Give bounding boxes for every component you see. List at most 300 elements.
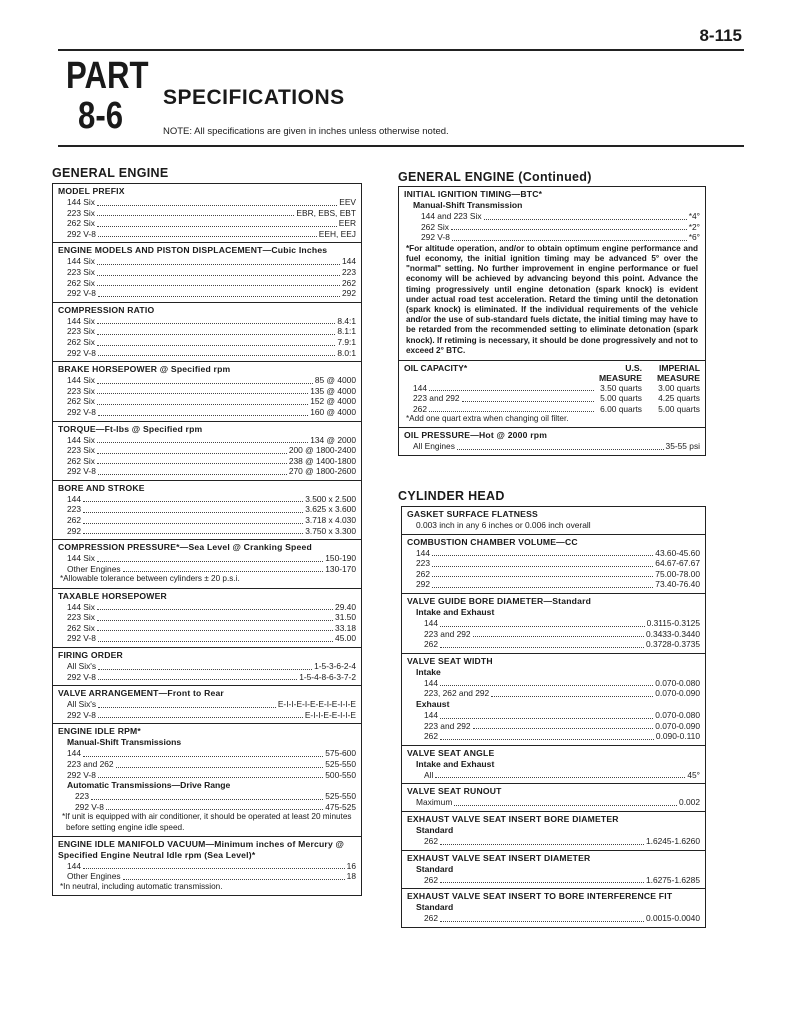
header-rule xyxy=(58,145,744,147)
section-heading: BORE AND STROKE xyxy=(58,482,145,493)
leader-dots xyxy=(440,626,645,627)
subheading: Manual-Shift Transmissions xyxy=(67,737,182,748)
leader-dots xyxy=(429,404,594,412)
spec-value: *6° xyxy=(688,232,700,243)
leader-dots xyxy=(98,717,303,718)
leader-dots xyxy=(97,205,337,206)
spec-row xyxy=(67,871,356,882)
leader-dots xyxy=(457,449,664,450)
leader-dots xyxy=(462,393,594,401)
gasket-flatness-section xyxy=(402,507,705,535)
spec-row xyxy=(67,396,356,407)
spec-row xyxy=(424,721,700,732)
spec-label: 262 Six xyxy=(67,277,95,288)
spec-section xyxy=(53,481,361,540)
leader-dots xyxy=(83,756,323,757)
spec-value: 575-600 xyxy=(325,748,356,759)
spec-label: 262 Six xyxy=(67,396,95,407)
spec-label: 292 V-8 xyxy=(67,406,96,417)
leader-dots xyxy=(98,669,312,670)
spec-section xyxy=(53,362,361,421)
subheading: Intake and Exhaust xyxy=(416,758,495,769)
spec-label: 223 Six xyxy=(67,266,95,277)
spec-row xyxy=(413,441,700,452)
leader-dots xyxy=(97,383,313,384)
exhaust-insert-diameter-section xyxy=(402,851,705,890)
spec-label: Maximum xyxy=(416,797,453,808)
spec-row xyxy=(424,639,700,650)
leader-dots xyxy=(97,285,340,286)
spec-value: 7.9:1 xyxy=(337,336,356,347)
spec-section xyxy=(53,243,361,302)
spec-value: 1-5-4-8-6-3-7-2 xyxy=(299,671,356,682)
spec-label: 144 xyxy=(416,547,430,558)
spec-row xyxy=(67,456,356,467)
spec-value: 0.070-0.090 xyxy=(655,720,700,731)
valve-seat-angle-section xyxy=(402,746,705,785)
spec-label: 292 V-8 xyxy=(421,232,450,243)
spec-label: 262 xyxy=(424,874,438,885)
section-heading: INITIAL IGNITION TIMING—BTC* xyxy=(404,189,543,199)
section-heading: ENGINE IDLE RPM* xyxy=(58,726,141,737)
section-heading: COMBUSTION CHAMBER VOLUME—CC xyxy=(407,536,578,547)
spec-label: 144 xyxy=(424,677,438,688)
spec-value: 525-550 xyxy=(325,791,356,802)
spec-row xyxy=(67,494,356,505)
section-heading: VALVE ARRANGEMENT—Front to Rear xyxy=(58,688,224,699)
subheading: Standard xyxy=(416,902,454,913)
spec-value: 0.090-0.110 xyxy=(655,731,700,742)
leader-dots xyxy=(97,345,335,346)
spec-row xyxy=(67,504,356,515)
section-heading: OIL CAPACITY* xyxy=(404,363,468,374)
us-measure-value: 3.50 quarts xyxy=(600,383,642,394)
spec-label: 223 and 292 xyxy=(424,720,471,731)
spec-value: 29.40 xyxy=(335,601,356,612)
spec-label: 144 xyxy=(67,493,81,504)
spec-value: 1-5-3-6-2-4 xyxy=(314,661,356,672)
us-measure-value: 6.00 quarts xyxy=(600,403,642,414)
spec-row xyxy=(424,629,700,640)
section-note: *In neutral, including automatic transmission. xyxy=(60,881,223,891)
leader-dots xyxy=(83,501,303,502)
spec-value: EEH, EEJ xyxy=(318,228,356,239)
spec-value: 262 xyxy=(342,277,356,288)
valve-seat-width-section xyxy=(402,654,705,746)
spec-value: 270 @ 1800-2600 xyxy=(288,466,356,477)
spec-value: 45° xyxy=(687,769,700,780)
spec-value: 3.625 x 3.600 xyxy=(305,504,356,515)
subheading: Standard xyxy=(416,824,454,835)
spec-label: All Engines xyxy=(413,441,455,452)
leader-dots xyxy=(97,404,308,405)
leader-dots xyxy=(106,809,323,810)
spec-value: 3.500 x 2.500 xyxy=(305,493,356,504)
section-heading: MODEL PREFIX xyxy=(58,186,125,196)
leader-dots xyxy=(435,777,685,778)
leader-dots xyxy=(452,240,687,241)
spec-label: All xyxy=(424,769,434,780)
spec-row xyxy=(67,435,356,446)
leader-dots xyxy=(97,323,335,324)
spec-label: 223 xyxy=(75,791,89,802)
leader-dots xyxy=(97,453,287,454)
page-number: 8-115 xyxy=(699,26,742,45)
oil-capacity-row xyxy=(413,393,700,403)
leader-dots xyxy=(440,921,644,922)
spec-section xyxy=(53,422,361,481)
leader-dots xyxy=(473,636,644,637)
spec-label: All Six's xyxy=(67,661,97,672)
leader-dots xyxy=(97,215,294,216)
spec-row xyxy=(67,661,356,672)
leader-dots xyxy=(116,767,324,768)
spec-value: EER xyxy=(338,218,356,229)
section-heading: TAXABLE HORSEPOWER xyxy=(58,590,167,601)
spec-value: 35-55 psi xyxy=(665,441,700,452)
spec-value: 64.67-67.67 xyxy=(655,558,700,569)
spec-row xyxy=(67,316,356,327)
spec-row xyxy=(67,375,356,386)
idle-rpm-section xyxy=(53,724,361,836)
section-heading: EXHAUST VALVE SEAT INSERT BORE DIAMETER xyxy=(407,813,619,824)
spec-value: 0.3433-0.3440 xyxy=(645,628,700,639)
spec-label: 292 V-8 xyxy=(67,228,96,239)
spec-value: 135 @ 4000 xyxy=(310,385,356,396)
leader-dots xyxy=(97,226,337,227)
spec-row xyxy=(67,553,356,564)
leader-dots xyxy=(440,882,644,883)
section-note: *Allowable tolerance between cylinders ± 20 p.s.i. xyxy=(60,574,240,584)
leader-dots xyxy=(473,728,654,729)
section-heading: VALVE GUIDE BORE DIAMETER—Standard xyxy=(407,595,592,606)
general-engine-table xyxy=(52,183,362,896)
leader-dots xyxy=(97,393,308,394)
spec-label: 292 V-8 xyxy=(67,671,96,682)
section-heading: FIRING ORDER xyxy=(58,650,123,661)
spec-value: 0.070-0.080 xyxy=(655,709,700,720)
spec-section xyxy=(53,648,361,686)
spec-label: Other Engines xyxy=(67,563,121,574)
leader-dots xyxy=(432,566,653,567)
spec-row xyxy=(424,688,700,699)
section-heading: ENGINE IDLE MANIFOLD VACUUM—Minimum inches of Mercury @ Specified Engine Neutral Idle rpm (Sea Level)* xyxy=(58,838,345,860)
spec-row xyxy=(67,208,356,219)
spec-row xyxy=(416,797,700,808)
leader-dots xyxy=(440,844,644,845)
spec-value: 292 xyxy=(342,288,356,299)
spec-section xyxy=(53,589,361,648)
leader-dots xyxy=(97,630,333,631)
spec-value: EEV xyxy=(339,197,356,207)
spec-value: 45.00 xyxy=(335,633,356,644)
spec-section xyxy=(53,686,361,724)
spec-label: 144 Six xyxy=(67,256,95,267)
exhaust-bore-diameter-section xyxy=(402,812,705,851)
spec-row xyxy=(67,861,356,872)
spec-label: 292 V-8 xyxy=(75,801,104,812)
spec-value: *4° xyxy=(688,211,700,221)
spec-row xyxy=(424,913,700,924)
imperial-measure-value: 5.00 quarts xyxy=(658,403,700,414)
leader-dots xyxy=(83,523,303,524)
top-rule xyxy=(58,49,744,51)
subheading: Automatic Transmissions—Drive Range xyxy=(67,780,231,791)
spec-value: 16 xyxy=(346,860,356,871)
spec-row xyxy=(416,569,700,580)
spec-row xyxy=(67,218,356,229)
spec-label: 223 Six xyxy=(67,207,95,218)
leader-dots xyxy=(97,620,333,621)
spec-label: 292 V-8 xyxy=(67,769,96,780)
subheading: Standard xyxy=(416,863,454,874)
oil-capacity-row xyxy=(413,404,700,414)
spec-row xyxy=(424,836,700,847)
spec-label: 262 xyxy=(424,835,438,846)
leader-dots xyxy=(432,555,653,556)
leader-dots xyxy=(98,474,287,475)
spec-label: 292 xyxy=(416,579,430,590)
spec-row xyxy=(67,623,356,634)
spec-label: 144 Six xyxy=(67,601,95,612)
spec-value: 152 @ 4000 xyxy=(310,396,356,407)
gasket-spec: 0.003 inch in any 6 inches or 0.006 inch overall xyxy=(416,520,591,530)
spec-row xyxy=(67,288,356,299)
spec-label: 144 Six xyxy=(67,315,95,326)
spec-row xyxy=(421,222,700,233)
spec-value: 150-190 xyxy=(325,553,356,564)
spec-label: 223 xyxy=(416,558,430,569)
leader-dots xyxy=(97,275,340,276)
leader-dots xyxy=(440,685,653,686)
section-heading: COMPRESSION PRESSURE*—Sea Level @ Cranking Speed xyxy=(58,542,312,553)
section-heading: EXHAUST VALVE SEAT INSERT TO BORE INTERFERENCE FIT xyxy=(407,891,673,902)
us-measure-header-2: MEASURE xyxy=(599,373,642,384)
valve-guide-section xyxy=(402,594,705,654)
spec-row xyxy=(67,445,356,456)
general-engine-continued-table xyxy=(398,186,706,456)
spec-value: 8.1:1 xyxy=(337,326,356,337)
spec-label: 223 and 292 xyxy=(424,628,471,639)
section-heading: COMPRESSION RATIO xyxy=(58,304,155,315)
spec-label: 262 xyxy=(424,731,438,742)
leader-dots xyxy=(83,533,303,534)
imperial-measure-header-2: MEASURE xyxy=(657,373,700,384)
spec-label: 223 Six xyxy=(67,326,95,337)
spec-row xyxy=(424,770,700,781)
leader-dots xyxy=(98,641,333,642)
spec-label: 144 and 223 Six xyxy=(421,211,482,221)
spec-value: E-I-I-E-I-E-E-I-E-I-I-E xyxy=(277,699,356,710)
oil-pressure-section xyxy=(399,428,705,455)
spec-section xyxy=(53,303,361,362)
spec-value: EBR, EBS, EBT xyxy=(296,207,356,218)
spec-label: 144 xyxy=(413,383,427,394)
leader-dots xyxy=(98,236,317,237)
spec-section xyxy=(53,540,361,588)
section-note: *If unit is equipped with air conditioner, it should be operated at least 20 minutes before setting engine idle speed. xyxy=(62,812,352,832)
subheading: Intake xyxy=(416,666,441,677)
subheading: Exhaust xyxy=(416,698,450,709)
spec-row xyxy=(67,326,356,337)
leader-dots xyxy=(98,355,335,356)
leader-dots xyxy=(454,805,677,806)
leader-dots xyxy=(83,512,303,513)
spec-row xyxy=(67,386,356,397)
spec-row xyxy=(67,337,356,348)
leader-dots xyxy=(432,576,653,577)
spec-value: 0.070-0.090 xyxy=(655,688,700,699)
spec-row xyxy=(67,229,356,240)
leader-dots xyxy=(97,561,323,562)
spec-label: 292 V-8 xyxy=(67,709,96,720)
spec-row xyxy=(67,748,356,759)
spec-label: All Six's xyxy=(67,699,97,710)
part-number: 8-6 xyxy=(78,95,124,137)
spec-row xyxy=(67,407,356,418)
leader-dots xyxy=(98,777,323,778)
spec-value: 238 @ 1400-1800 xyxy=(288,455,356,466)
spec-value: 500-550 xyxy=(325,769,356,780)
spec-row xyxy=(67,759,356,770)
spec-row xyxy=(421,211,700,222)
spec-label: 223 Six xyxy=(67,445,95,456)
spec-value: 525-550 xyxy=(325,758,356,769)
spec-value: 200 @ 1800-2400 xyxy=(288,445,356,456)
us-measure-header: U.S. xyxy=(625,363,642,374)
spec-value: E-I-I-E-E-I-I-E xyxy=(304,709,356,720)
spec-label: 223 and 262 xyxy=(67,758,114,769)
spec-row xyxy=(424,618,700,629)
spec-value: 130-170 xyxy=(325,563,356,574)
spec-value: 8.0:1 xyxy=(337,347,356,358)
spec-label: 144 Six xyxy=(67,434,95,445)
cylinder-head-title: CYLINDER HEAD xyxy=(398,489,505,503)
leader-dots xyxy=(484,219,687,220)
spec-label: 144 Six xyxy=(67,197,95,207)
leader-dots xyxy=(440,739,654,740)
spec-label: 144 xyxy=(424,709,438,720)
spec-label: 144 Six xyxy=(67,553,95,564)
leader-dots xyxy=(98,415,308,416)
spec-row xyxy=(424,875,700,886)
cylinder-head-table xyxy=(401,506,706,928)
spec-value: 160 @ 4000 xyxy=(310,406,356,417)
leader-dots xyxy=(98,707,276,708)
spec-value: 0.3728-0.3735 xyxy=(645,639,700,650)
spec-label: 223 and 292 xyxy=(413,393,460,404)
spec-value: *2° xyxy=(688,221,700,232)
spec-row xyxy=(424,678,700,689)
spec-value: 134 @ 2000 xyxy=(310,434,356,445)
leader-dots xyxy=(429,383,594,391)
part-label: PART xyxy=(66,55,149,97)
spec-value: 0.002 xyxy=(679,797,700,808)
spec-label: 262 Six xyxy=(67,336,95,347)
spec-row xyxy=(67,672,356,683)
spec-row xyxy=(67,526,356,537)
leader-dots xyxy=(98,296,340,297)
spec-label: 223 xyxy=(67,504,81,515)
spec-value: 18 xyxy=(346,871,356,882)
spec-label: 144 xyxy=(424,617,438,628)
spec-value: 0.070-0.080 xyxy=(655,677,700,688)
spec-row xyxy=(421,232,700,243)
spec-row xyxy=(67,602,356,613)
leader-dots xyxy=(491,696,653,697)
spec-label: 144 xyxy=(67,748,81,759)
spec-value: 33.18 xyxy=(335,622,356,633)
imperial-measure-value: 4.25 quarts xyxy=(658,393,700,404)
spec-value: 75.00-78.00 xyxy=(655,568,700,579)
section-heading: BRAKE HORSEPOWER @ Specified rpm xyxy=(58,364,231,375)
spec-row xyxy=(67,348,356,359)
spec-row xyxy=(67,770,356,781)
spec-label: 223 Six xyxy=(67,612,95,623)
spec-label: 262 Six xyxy=(67,218,95,229)
spec-value: 144 xyxy=(342,256,356,267)
spec-value: 1.6245-1.6260 xyxy=(645,835,700,846)
spec-label: 262 xyxy=(424,913,438,924)
spec-section xyxy=(53,184,361,243)
section-heading: OIL PRESSURE—Hot @ 2000 rpm xyxy=(404,430,548,441)
spec-row xyxy=(67,515,356,526)
spec-row xyxy=(67,267,356,278)
spec-value: 475-525 xyxy=(325,801,356,812)
ignition-timing-section xyxy=(399,187,705,361)
leader-dots xyxy=(97,442,308,443)
spec-row xyxy=(67,710,356,721)
spec-row xyxy=(67,612,356,623)
spec-value: 3.718 x 4.030 xyxy=(305,515,356,526)
section-heading: VALVE SEAT RUNOUT xyxy=(407,786,502,797)
section-heading: TORQUE—Ft-lbs @ Specified rpm xyxy=(58,423,203,434)
section-heading: ENGINE MODELS AND PISTON DISPLACEMENT—Cubic Inches xyxy=(58,245,328,256)
spec-row xyxy=(424,731,700,742)
leader-dots xyxy=(123,571,324,572)
spec-label: 262 xyxy=(416,568,430,579)
leader-dots xyxy=(97,264,340,265)
spec-row xyxy=(67,278,356,289)
spec-label: 292 xyxy=(67,525,81,536)
spec-value: 0.0015-0.0040 xyxy=(645,913,700,924)
spec-row xyxy=(67,256,356,267)
spec-value: 223 xyxy=(342,266,356,277)
oil-capacity-row xyxy=(413,383,700,393)
spec-label: 262 xyxy=(413,403,427,414)
leader-dots xyxy=(83,868,345,869)
section-heading: VALVE SEAT ANGLE xyxy=(407,747,495,758)
section-heading: EXHAUST VALVE SEAT INSERT DIAMETER xyxy=(407,852,591,863)
spec-row xyxy=(75,791,356,802)
left-column-title: GENERAL ENGINE xyxy=(52,166,169,180)
right-column-title: GENERAL ENGINE (Continued) xyxy=(398,170,592,184)
spec-label: Other Engines xyxy=(67,871,121,882)
spec-row xyxy=(67,633,356,644)
leader-dots xyxy=(97,334,335,335)
spec-label: 292 V-8 xyxy=(67,288,96,299)
exhaust-interference-fit-section xyxy=(402,889,705,927)
spec-row xyxy=(67,197,356,208)
subheading: Intake and Exhaust xyxy=(416,606,495,617)
spec-value: 8.4:1 xyxy=(337,315,356,326)
us-measure-value: 5.00 quarts xyxy=(600,393,642,404)
timing-paragraph: *For altitude operation, and/or to obtain optimum engine performance and fuel economy, the initial ignition timing may be advanced 5° over the "normal" setting. No further improvement in engine performance or fuel economy will be achieved by advancing beyond this point. Advance the timing progressively until engine detonation (spark knock) is evident under actual road test acceleration. Retard the timing until the detonation (spark knock) is eliminated. If the individual requirements of the vehicle and/or the use of sub-standard fuels dictate, the initial timing may have to be retarded from the recommended setting to eliminate detonation (spark knock). If retiming is necessary, it should be done progressively and not to exceed 2° BTC. xyxy=(406,243,698,355)
valve-seat-runout-section xyxy=(402,784,705,812)
spec-value: 3.750 x 3.300 xyxy=(305,525,356,536)
spec-value: 43.60-45.60 xyxy=(655,547,700,558)
leader-dots xyxy=(123,879,345,880)
